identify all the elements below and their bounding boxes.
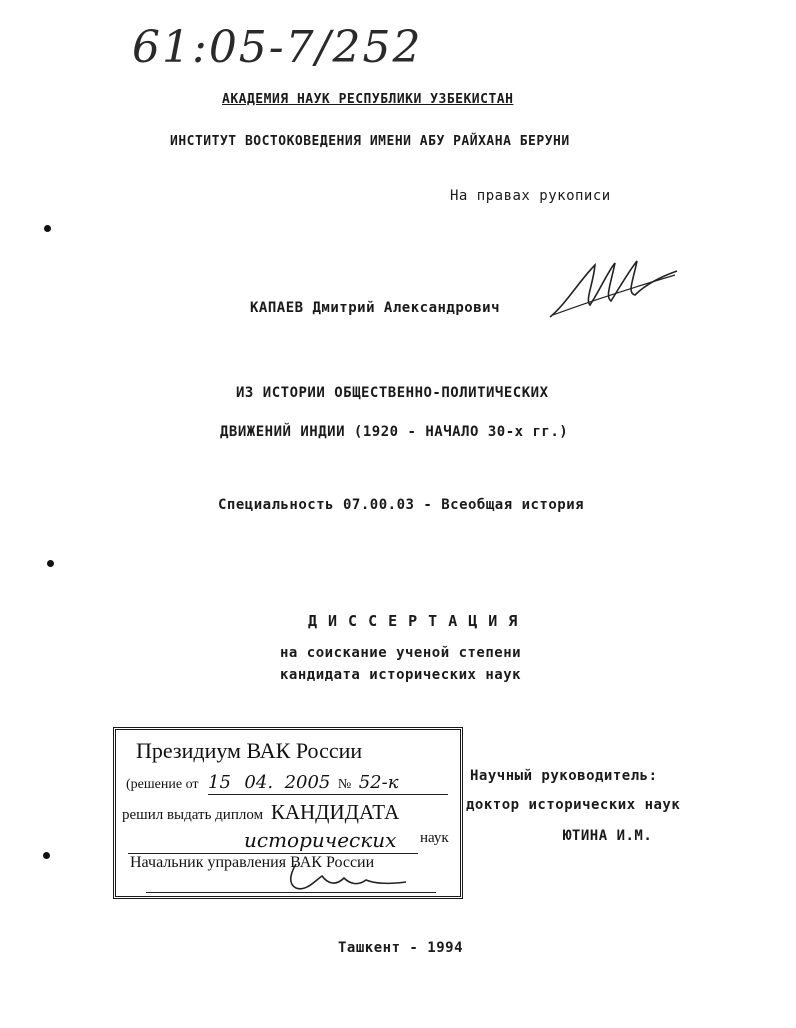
degree-line-2: кандидата исторических наук <box>280 667 522 683</box>
stamp-date-underline <box>208 794 448 795</box>
degree-heading: ДИССЕРТАЦИЯ <box>308 612 529 630</box>
stamp-chief-signature <box>266 858 426 894</box>
degree-line-1: на соискание ученой степени <box>280 645 522 661</box>
place-year: Ташкент - 1994 <box>338 940 464 956</box>
stamp-decision-line <box>126 772 398 793</box>
stamp-number-value: 52-к <box>358 772 399 793</box>
title-line-2: ДВИЖЕНИЙ ИНДИИ (1920 - НАЧАЛО 30-х гг.) <box>220 424 569 440</box>
punch-hole-bottom <box>43 852 50 859</box>
stamp-date-year: 2005 <box>284 772 331 793</box>
stamp-field-suffix: наук <box>420 830 449 846</box>
academy-name: АКАДЕМИЯ НАУК РЕСПУБЛИКИ УЗБЕКИСТАН <box>222 92 514 107</box>
stamp-date-month: 04. <box>244 772 274 793</box>
punch-hole-top <box>44 225 51 232</box>
specialty: Специальность 07.00.03 - Всеобщая история <box>218 497 585 513</box>
supervisor-label: Научный руководитель: <box>470 768 658 784</box>
stamp-line2-prefix: решил выдать диплом <box>122 807 264 823</box>
stamp-date-day: 15 <box>208 772 231 793</box>
author-signature <box>545 255 685 325</box>
vak-stamp <box>113 727 463 899</box>
archive-code: 61:05-7/252 <box>132 22 423 73</box>
institute-name: ИНСТИТУТ ВОСТОКОВЕДЕНИЯ ИМЕНИ АБУ РАЙХАНА БЕРУНИ <box>170 134 570 149</box>
stamp-diploma-line <box>122 800 399 825</box>
stamp-decision-prefix: (решение от <box>126 777 199 792</box>
stamp-title: Президиум ВАК России <box>136 738 363 763</box>
stamp-number-label: № <box>337 777 352 792</box>
supervisor-name: ЮТИНА И.М. <box>563 828 653 844</box>
supervisor-degree: доктор исторических наук <box>466 797 681 813</box>
stamp-field-handwritten: исторических <box>244 828 397 852</box>
title-line-1: ИЗ ИСТОРИИ ОБЩЕСТВЕННО-ПОЛИТИЧЕСКИХ <box>236 385 549 401</box>
punch-hole-middle <box>47 560 54 567</box>
manuscript-rights: На правах рукописи <box>450 188 611 204</box>
stamp-chief-underline <box>146 892 436 893</box>
stamp-diploma-type: КАНДИДАТА <box>270 800 400 824</box>
author-name: КАПАЕВ Дмитрий Александрович <box>250 300 501 316</box>
stamp-chief: Начальник управления ВАК России <box>130 854 375 871</box>
